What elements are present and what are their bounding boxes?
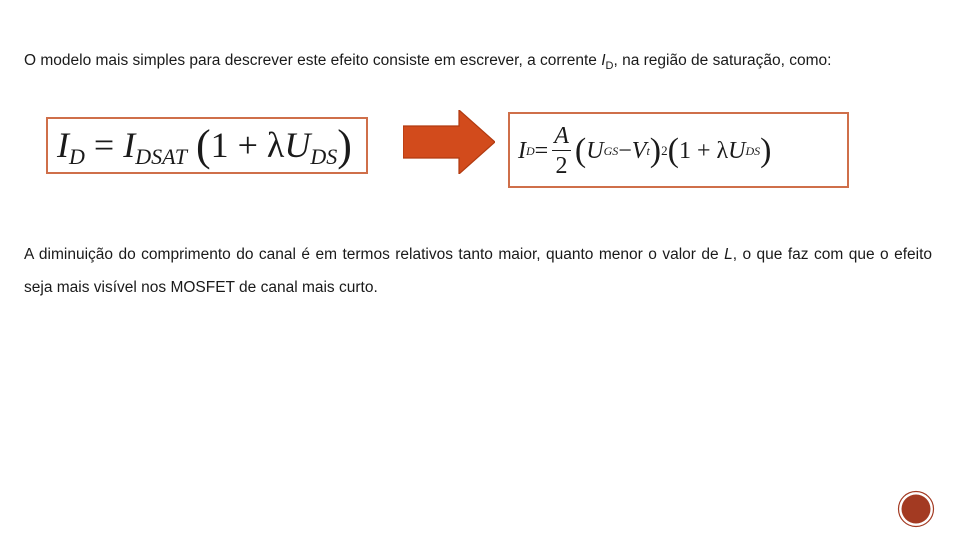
intro-paragraph: O modelo mais simples para descrever este efeito consiste em escrever, a corrente $I_D$, na região de saturação, como: xyxy=(24,52,832,73)
equation-simple: $I_D = I_{DSAT}$ $(1 + \lambda U_{DS})$ xyxy=(57,121,352,170)
length-symbol: L xyxy=(724,246,733,263)
fraction: $\frac{A}{2}$ xyxy=(554,122,569,179)
equation-box-full xyxy=(508,112,849,188)
right-arrow-icon xyxy=(403,110,495,174)
slide-number-badge-icon xyxy=(897,490,935,528)
equation-box-simple xyxy=(46,117,368,174)
current-symbol: I xyxy=(601,52,606,69)
equation-full: I D = $\frac{A}{2}$ ( U GS − V t ) 2 ( 1 + λ U DS ) xyxy=(518,122,772,179)
current-subscript: D xyxy=(605,60,614,73)
conclusion-paragraph: A diminuição do comprimento do canal é em termos relativos tanto maior, quanto menor o valor de L, o que faz com que o efeito seja mais visível nos MOSFET de canal mais curto. xyxy=(24,246,932,296)
